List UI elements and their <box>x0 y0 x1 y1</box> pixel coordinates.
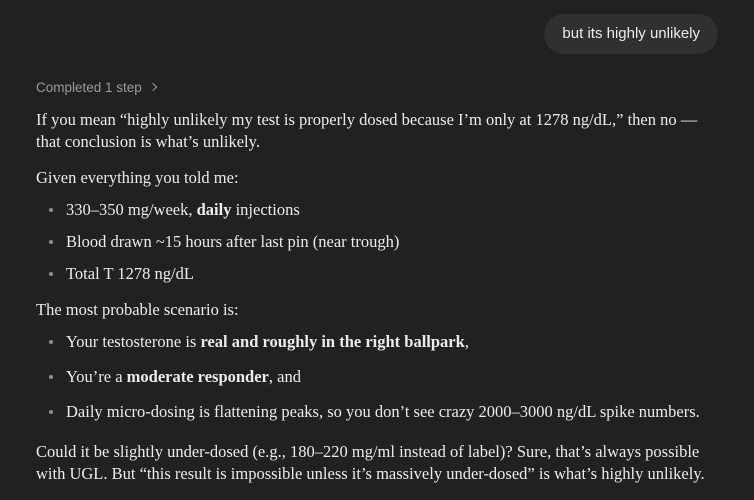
assistant-paragraph-3: The most probable scenario is: <box>36 300 239 319</box>
chevron-right-icon <box>149 83 159 93</box>
list-item-text-pre: Daily micro-dosing is flattening peaks, so you don’t see crazy 2000–3000 ng/dL spike numbers. <box>66 402 700 421</box>
assistant-list-2 <box>36 331 706 423</box>
list-item-text-bold: moderate responder <box>126 367 269 386</box>
list-item-text-bold: real and roughly in the right ballpark <box>200 332 465 351</box>
list-item-text-post: , <box>464 332 469 351</box>
assistant-list-1 <box>36 199 706 285</box>
list-item <box>36 366 706 388</box>
list-item <box>36 331 706 353</box>
list-item-text-pre: Total T 1278 ng/dL <box>66 264 194 283</box>
list-item <box>36 401 706 423</box>
assistant-paragraph-4: Could it be slightly under-dosed (e.g., 180–220 mg/ml instead of label)? Sure, that’s always possible with UGL. But “this result is impossible unless it’s massively under-dosed” is what’s highly unlikely. <box>36 442 705 483</box>
list-item-text-post: injections <box>231 200 300 219</box>
user-message-row <box>36 14 718 54</box>
thought-summary-toggle[interactable] <box>36 80 706 95</box>
list-item-text-pre: You’re a <box>66 367 127 386</box>
thought-summary-label: Completed 1 step <box>36 80 142 95</box>
assistant-paragraph-1: If you mean “highly unlikely my test is properly dosed because I’m only at 1278 ng/dL,” then no — that conclusion is what’s unlikely. <box>36 110 698 151</box>
list-item <box>36 199 706 221</box>
list-item-text-pre: 330–350 mg/week, <box>66 200 197 219</box>
list-item-text-pre: Blood drawn ~15 hours after last pin (near trough) <box>66 232 400 251</box>
list-item-text-post: , and <box>268 367 301 386</box>
assistant-message <box>36 80 706 485</box>
list-item <box>36 263 706 285</box>
list-item-text-pre: Your testosterone is <box>66 332 201 351</box>
list-item <box>36 231 706 253</box>
user-message-bubble[interactable]: but its highly unlikely <box>544 14 718 54</box>
assistant-paragraph-2: Given everything you told me: <box>36 168 239 187</box>
list-item-text-bold: daily <box>196 200 232 219</box>
